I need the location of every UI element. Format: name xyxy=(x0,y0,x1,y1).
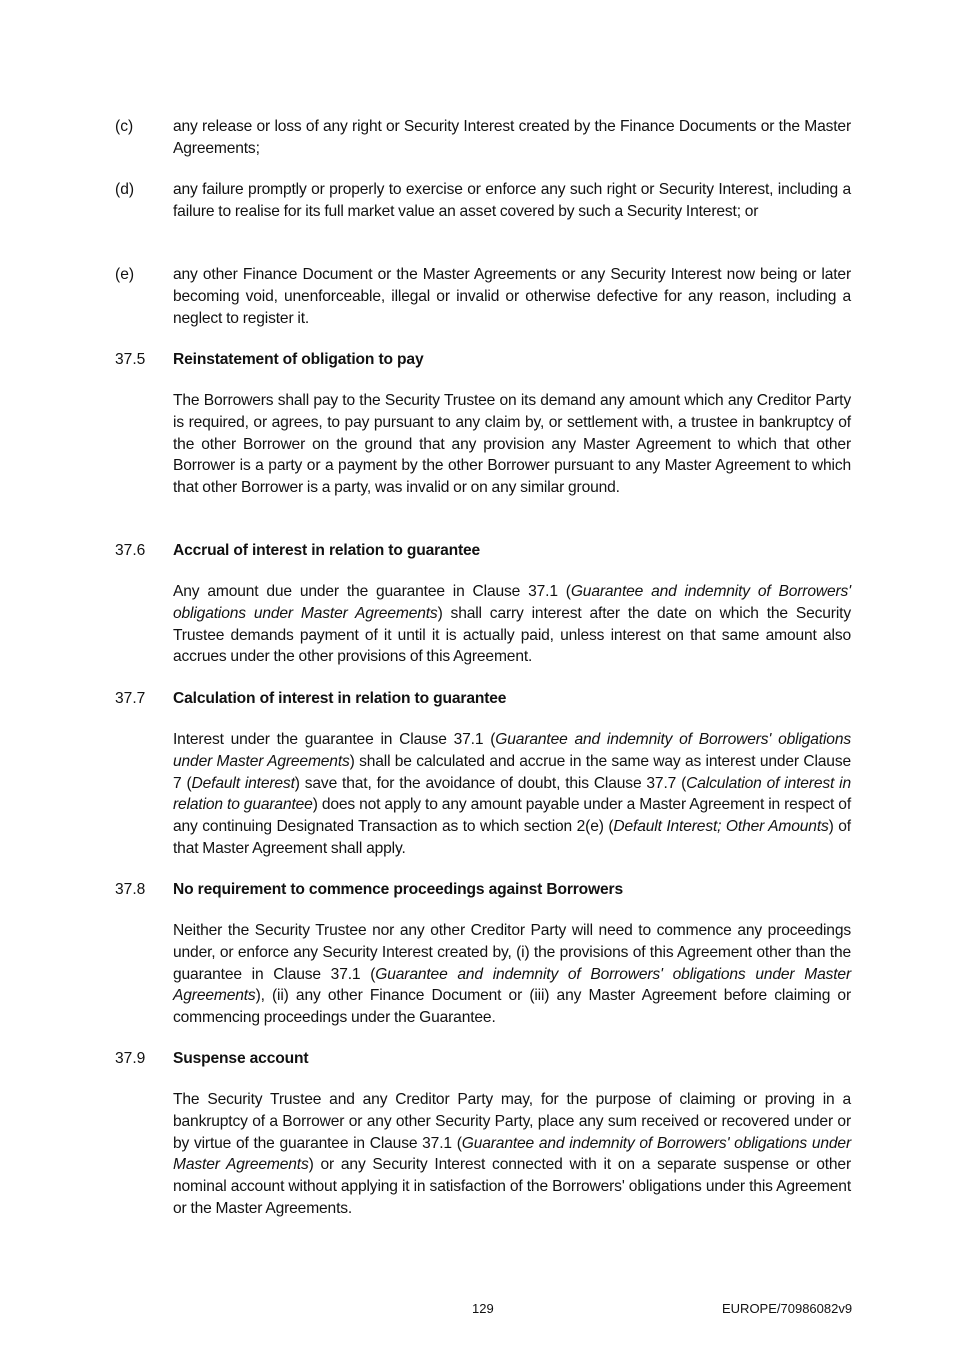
list-item-text: any failure promptly or properly to exercise or enforce any such right or Security Interest, including a failure to realise for its full market value an asset covered by such a Security Interest; or xyxy=(173,181,851,220)
clause-reference: Default interest xyxy=(191,774,295,792)
clause-heading: No requirement to commence proceedings against Borrowers xyxy=(173,881,623,898)
clause-reference: Default Interest; Other Amounts xyxy=(613,818,829,836)
list-item-text: any release or loss of any right or Security Interest created by the Finance Documents or the Master Agreements; xyxy=(173,118,851,157)
clause-heading: Accrual of interest in relation to guarantee xyxy=(173,542,481,559)
clause-number: 37.5 xyxy=(115,351,146,368)
clause-body: Interest under the guarantee in Clause 37.1 (Guarantee and indemnity of Borrowers' obligations under Master Agreements) shall be calculated and accrue in the same way as interest under Clause 7 (Default interest) save that, for the avoidance of doubt, this Clause 37.7 (Calculation of interest in relation to guarantee) does not apply to any amount payable under a Master Agreement in respect of any continuing Designated Transaction as to which section 2(e) (Default Interest; Other Amounts) of that Master Agreement shall apply. xyxy=(173,731,851,857)
clause-heading: Reinstatement of obligation to pay xyxy=(173,351,424,368)
list-item-label: (d) xyxy=(115,181,135,198)
clause-reference: Calculation of interest in relation to guarantee xyxy=(173,774,851,814)
clause-number: 37.6 xyxy=(115,542,146,559)
clause-reference: Guarantee and indemnity of Borrowers' obligations under Master Agreements xyxy=(173,965,851,1005)
clause-heading: Suspense account xyxy=(173,1050,309,1067)
clause-reference: Guarantee and indemnity of Borrowers' obligations under Master Agreements xyxy=(173,731,851,770)
clause-body: Any amount due under the guarantee in Clause 37.1 (Guarantee and indemnity of Borrowers' obligations under Master Agreements) shall carry interest after the date on which the Security Trustee demands payment of it until it is actually paid, unless interest on that same amount also accrues under the other provisions of this Agreement. xyxy=(173,583,852,666)
clause-body: The Security Trustee and any Creditor Party may, for the purpose of claiming or proving in a bankruptcy of a Borrower or any other Security Party, place any sum received or recovered under or by virtue of the guarantee in Clause 37.1 (Guarantee and indemnity of Borrowers' obligations under Master Agreements) or any Security Interest connected with it on a separate suspense or other nominal account without applying it in satisfaction of the Borrowers' obligations under this Agreement or the Master Agreements. xyxy=(173,1091,851,1217)
list-item-label: (e) xyxy=(115,266,135,283)
document-reference: EUROPE/70986082v9 xyxy=(722,1301,853,1316)
clause-heading: Calculation of interest in relation to guarantee xyxy=(173,690,507,707)
list-item-label: (c) xyxy=(115,118,134,135)
clause-number: 37.8 xyxy=(115,881,146,898)
clause-body: Neither the Security Trustee nor any other Creditor Party will need to commence any proceedings under, or enforce any Security Interest created by, (i) the provisions of this Agreement other than the guarantee in Clause 37.1 (Guarantee and indemnity of Borrowers' obligations under Master Agreements), (ii) any other Finance Document or (iii) any Master Agreement before claiming or commencing proceedings under the Guarantee. xyxy=(173,922,851,1027)
clause-reference: Guarantee and indemnity of Borrowers' obligations under Master Agreements xyxy=(173,583,852,622)
clause-body: The Borrowers shall pay to the Security Trustee on its demand any amount which any Creditor Party is required, or agrees, to pay pursuant to any claim by, or settlement with, a trustee in bankruptcy of the other Borrower on the ground that any provision any Master Agreement to which that other Borrower is a party or a payment by the other Borrower pursuant to any Master Agreement to which that other Borrower is a party, was invalid or on any similar ground. xyxy=(173,392,851,497)
list-item-text: any other Finance Document or the Master Agreements or any Security Interest now being or later becoming void, unenforceable, illegal or invalid or otherwise defective for any reason, including a neglect to register it. xyxy=(173,266,851,327)
clause-number: 37.9 xyxy=(115,1050,146,1067)
clause-reference: Guarantee and indemnity of Borrowers' obligations under Master Agreements xyxy=(173,1134,851,1174)
clause-number: 37.7 xyxy=(115,690,146,707)
page-number: 129 xyxy=(472,1301,494,1316)
